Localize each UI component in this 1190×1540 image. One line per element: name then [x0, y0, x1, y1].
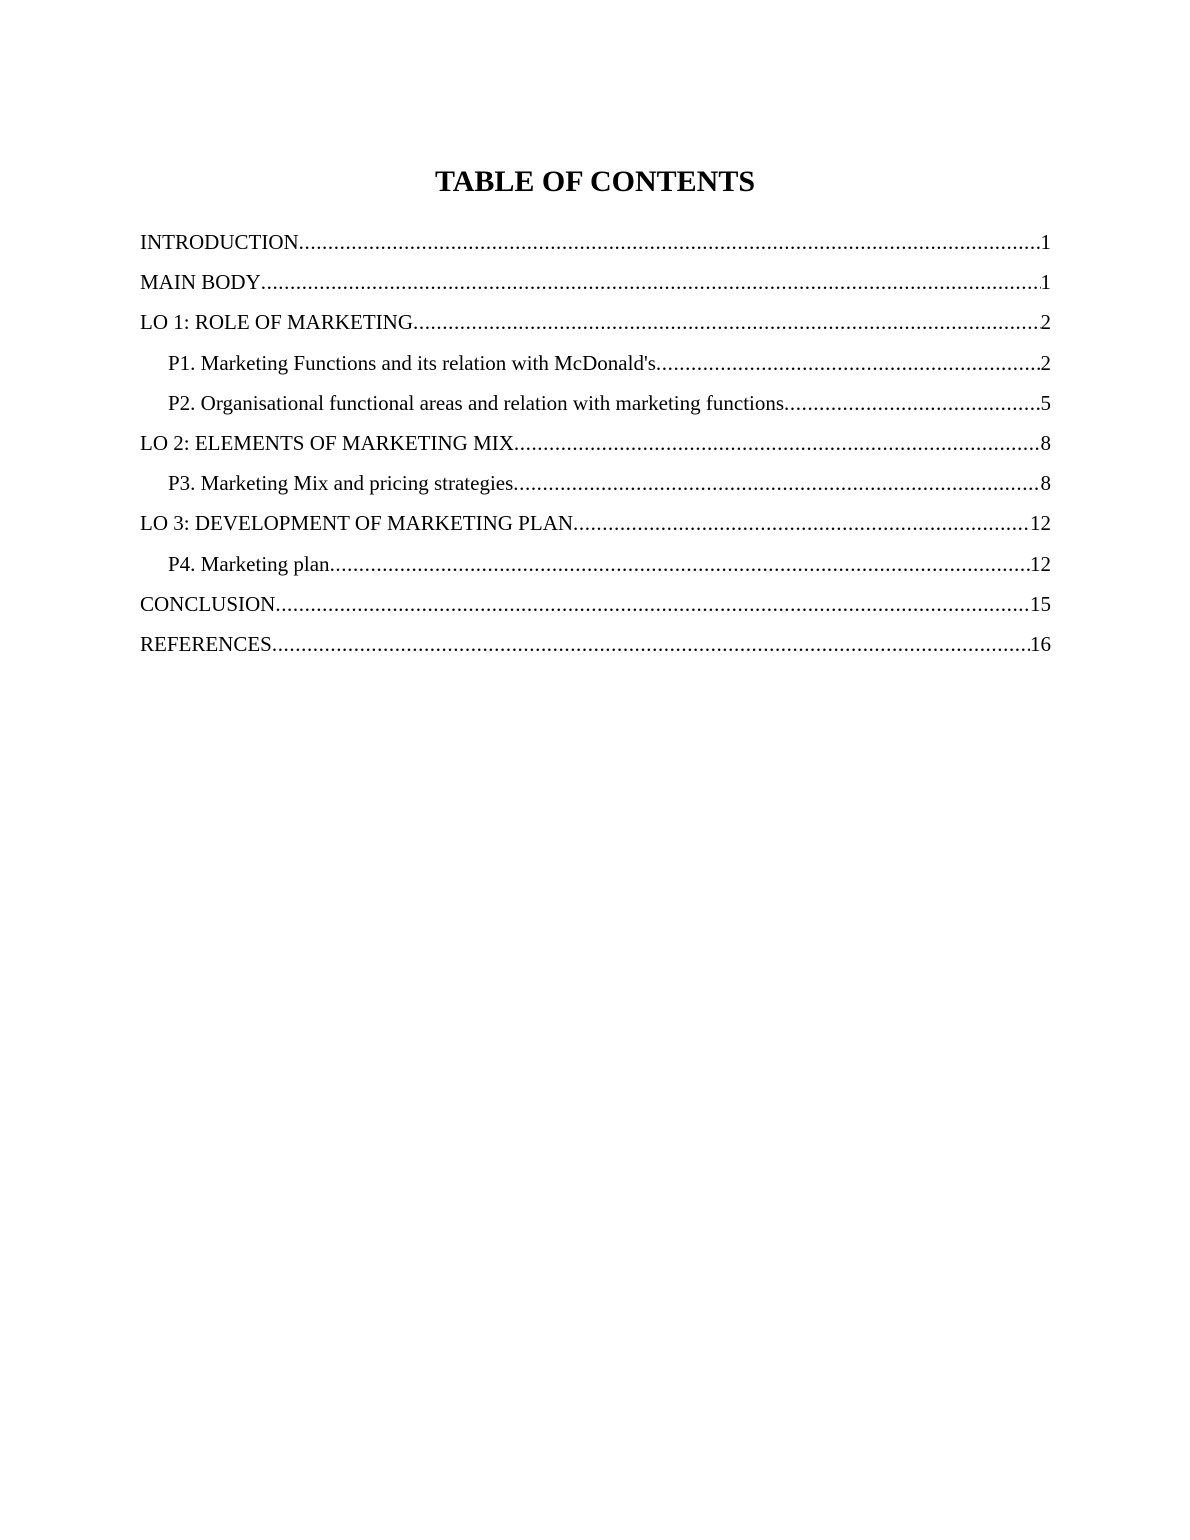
toc-page-number: 8: [1040, 471, 1051, 496]
toc-title: TABLE OF CONTENTS: [434, 165, 756, 198]
toc-entry[interactable]: [140, 503, 1051, 543]
toc-entry-label: MAIN BODY: [140, 270, 261, 295]
toc-page-number: 5: [1040, 390, 1051, 415]
toc-subentry[interactable]: [140, 544, 1051, 584]
toc-dot-leader: [513, 463, 1040, 503]
toc-entry-label: CONCLUSION: [140, 591, 276, 616]
toc-list: [140, 222, 1051, 664]
toc-page-number: 12: [1030, 511, 1051, 536]
toc-entry-label: P3. Marketing Mix and pricing strategies: [168, 471, 514, 496]
toc-dot-leader: [784, 383, 1040, 423]
toc-dot-leader: [573, 503, 1030, 543]
toc-entry-label: LO 2: ELEMENTS OF MARKETING MIX: [140, 430, 514, 455]
toc-page-number: 1: [1040, 230, 1051, 254]
toc-dot-leader: [261, 262, 1041, 302]
toc-page-number: 16: [1030, 631, 1051, 656]
toc-entry-label: INTRODUCTION: [140, 230, 299, 254]
toc-dot-leader: [514, 423, 1041, 463]
toc-dot-leader: [299, 222, 1041, 262]
toc-entry[interactable]: [140, 262, 1051, 302]
toc-subentry[interactable]: [140, 343, 1051, 383]
toc-entry-label: P1. Marketing Functions and its relation with McDonald's: [168, 350, 656, 375]
toc-entry-label: P2. Organisational functional areas and relation with marketing functions: [168, 390, 785, 415]
toc-entry-label: LO 3: DEVELOPMENT OF MARKETING PLAN: [140, 511, 574, 536]
toc-entry[interactable]: [140, 584, 1051, 624]
toc-page-number: 8: [1040, 430, 1051, 455]
toc-dot-leader: [413, 302, 1041, 342]
toc-page-number: 2: [1040, 350, 1051, 375]
toc-page-number: 1: [1040, 270, 1051, 295]
toc-dot-leader: [656, 343, 1041, 383]
toc-page-number: 15: [1030, 591, 1051, 616]
toc-entry[interactable]: [140, 624, 1051, 664]
toc-entry-label: P4. Marketing plan: [168, 551, 330, 576]
toc-page-number: 12: [1030, 551, 1051, 576]
toc-page-number: 2: [1040, 310, 1051, 335]
toc-subentry[interactable]: [140, 463, 1051, 503]
toc-subentry[interactable]: [140, 383, 1051, 423]
toc-dot-leader: [330, 544, 1030, 584]
toc-entry[interactable]: [140, 302, 1051, 342]
toc-entry-label: LO 1: ROLE OF MARKETING: [140, 310, 413, 335]
toc-dot-leader: [275, 584, 1030, 624]
toc-dot-leader: [272, 624, 1030, 664]
toc-entry[interactable]: [140, 222, 1051, 262]
toc-entry[interactable]: [140, 423, 1051, 463]
toc-entry-label: REFERENCES: [140, 631, 272, 656]
